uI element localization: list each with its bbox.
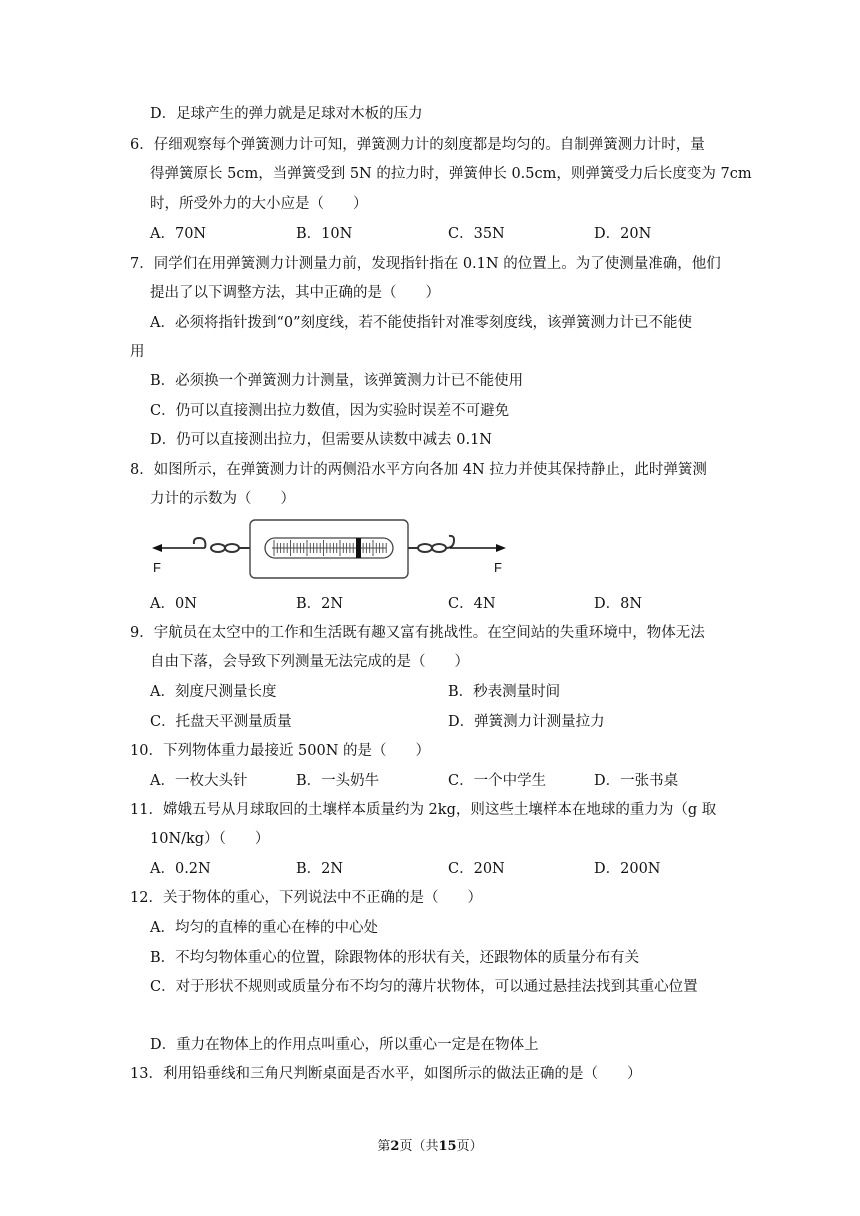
force-label-right: F (494, 560, 502, 575)
footer-total-pages: 15 (438, 1139, 457, 1154)
q12-option-d: D．重力在物体上的作用点叫重心，所以重心一定是在物体上 (150, 1037, 539, 1053)
footer-mid: 页（共 (399, 1139, 439, 1154)
q11-option-c: C．20N (448, 861, 505, 877)
q7-option-d: D．仍可以直接测出拉力，但需要从读数中减去 0.1N (150, 432, 492, 448)
q6-stem-line2: 得弹簧原长 5cm，当弹簧受到 5N 的拉力时，弹簧伸长 0.5cm，则弹簧受力后长度变为 7cm (150, 166, 752, 182)
q8-option-a: A．0N (150, 596, 197, 612)
q9-stem-line2: 自由下落，会导致下列测量无法完成的是（ ） (150, 654, 469, 670)
force-label-left: F (153, 560, 161, 575)
q7-stem-line1: 7．同学们在用弹簧测力计测量力前，发现指针指在 0.1N 的位置上。为了使测量准确，他们 (130, 256, 721, 272)
q8-option-c: C．4N (448, 596, 496, 612)
q7-stem-line2: 提出了以下调整方法，其中正确的是（ ） (150, 285, 440, 301)
q10-option-b: B．一头奶牛 (296, 773, 380, 789)
q7-option-a-line1: A．必须将指针拨到“0”刻度线，若不能使指针对准零刻度线，该弹簧测力计已不能使 (150, 315, 693, 331)
q11-option-a: A．0.2N (150, 861, 211, 877)
q9-option-d: D．弹簧测力计测量拉力 (448, 714, 605, 730)
q7-option-b: B．必须换一个弹簧测力计测量，该弹簧测力计已不能使用 (150, 373, 524, 389)
q9-option-a: A．刻度尺测量长度 (150, 684, 277, 700)
footer-page-number: 2 (390, 1139, 400, 1154)
q6-option-d: D．20N (594, 226, 652, 242)
q7-option-c: C．仍可以直接测出拉力数值，因为实验时误差不可避免 (150, 403, 510, 419)
q10-option-c: C．一个中学生 (448, 773, 547, 789)
spring-scale-figure (150, 518, 530, 580)
q12-option-b: B．不均匀物体重心的位置，除跟物体的形状有关，还跟物体的质量分布有关 (150, 950, 640, 966)
q6-option-c: C．35N (448, 226, 505, 242)
q13-stem: 13．利用铅垂线和三角尺判断桌面是否水平，如图所示的做法正确的是（ ） (130, 1066, 642, 1082)
q9-option-b: B．秒表测量时间 (448, 684, 561, 700)
q11-option-d: D．200N (594, 861, 661, 877)
q10-option-a: A．一枚大头针 (150, 773, 248, 789)
footer-suffix: 页） (456, 1139, 483, 1154)
q6-stem-line1: 6．仔细观察每个弹簧测力计可知，弹簧测力计的刻度都是均匀的。自制弹簧测力计时，量 (130, 137, 705, 153)
q11-stem-line1: 11．嫦娥五号从月球取回的土壤样本质量约为 2kg，则这些土壤样本在地球的重力为（g 取 (130, 802, 717, 818)
q6-option-b: B．10N (296, 226, 353, 242)
q10-stem: 10．下列物体重力最接近 500N 的是（ ） (130, 743, 431, 759)
q12-option-c: C．对于形状不规则或质量分布不均匀的薄片状物体，可以通过悬挂法找到其重心位置 (150, 979, 698, 995)
page-footer (0, 1135, 860, 1154)
footer-prefix: 第 (377, 1139, 391, 1154)
q8-stem-line1: 8．如图所示，在弹簧测力计的两侧沿水平方向各加 4N 拉力并使其保持静止，此时弹簧测 (130, 462, 707, 478)
q5-option-d: D．足球产生的弹力就是足球对木板的压力 (150, 106, 423, 122)
q9-stem-line1: 9．宇航员在太空中的工作和生活既有趣又富有挑战性。在空间站的失重环境中，物体无法 (130, 625, 705, 641)
q8-option-b: B．2N (296, 596, 344, 612)
q10-option-d: D．一张书桌 (594, 773, 679, 789)
q7-option-a-line2: 用 (130, 344, 145, 360)
q6-option-a: A．70N (150, 226, 207, 242)
q8-stem-line2: 力计的示数为（ ） (150, 491, 295, 507)
q11-stem-line2: 10N/kg）（ ） (150, 831, 270, 847)
q12-option-a: A．均匀的直棒的重心在棒的中心处 (150, 920, 378, 936)
q12-stem: 12．关于物体的重心，下列说法中不正确的是（ ） (130, 890, 482, 906)
q6-stem-line3: 时，所受外力的大小应是（ ） (150, 196, 368, 212)
q9-option-c: C．托盘天平测量质量 (150, 714, 292, 730)
q11-option-b: B．2N (296, 861, 344, 877)
q8-option-d: D．8N (594, 596, 643, 612)
